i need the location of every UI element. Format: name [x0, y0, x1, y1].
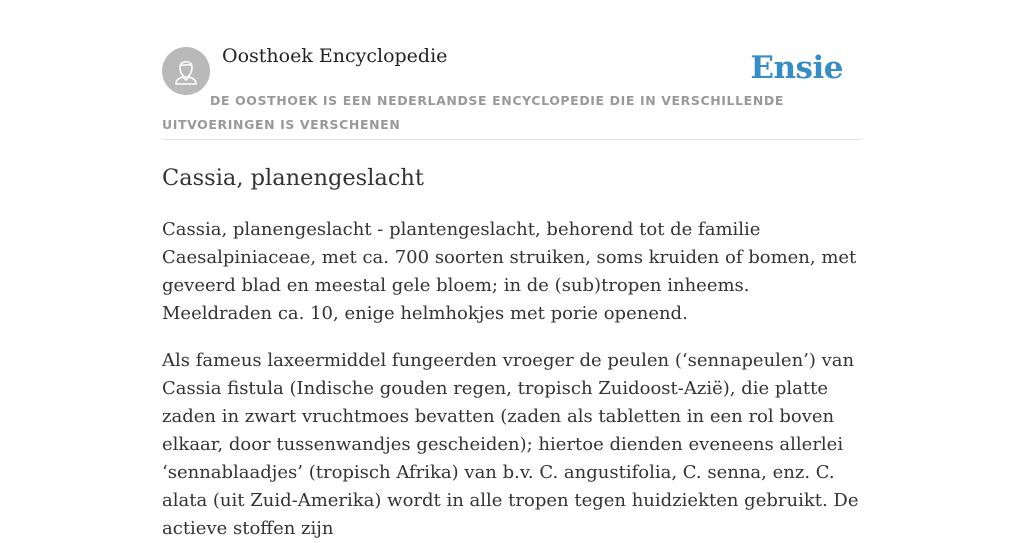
- site-header: [162, 0, 862, 140]
- page-title: Cassia, planengeslacht: [162, 165, 424, 191]
- article: [162, 160, 864, 543]
- article-paragraph: Cassia, planengeslacht - plantengeslacht, behorend tot de familie Caesalpiniaceae, met ca. 700 soorten struiken, soms kruiden of bomen, met geveerd blad en meestal gele bloem; in de (sub)tropen inheems. Meeldraden ca. 10, enige helmhokjes met porie openend.: [162, 219, 857, 324]
- site-tagline: DE OOSTHOEK IS EEN NEDERLANDSE ENCYCLOPEDIE DIE IN VERSCHILLENDE UITVOERINGEN IS VERSCHENEN: [162, 93, 784, 132]
- avatar[interactable]: [162, 47, 210, 95]
- user-icon: [162, 47, 210, 95]
- site-name[interactable]: Oosthoek Encyclopedie: [222, 45, 448, 67]
- brand-logo[interactable]: Ensie: [750, 50, 843, 86]
- article-paragraph: Als fameus laxeermiddel fungeerden vroeger de peulen (‘sennapeulen’) van Cassia fistula (Indische gouden regen, tropisch Zuidoost-Azië), die platte zaden in zwart vruchtmoes bevatten (zaden als tabletten in een rol boven elkaar, door tussenwandjes gescheiden); hiertoe dienden eveneens allerlei ‘sennablaadjes’ (tropisch Afrika) van b.v. C. angustifolia, C. senna, enz. C. alata (uit Zuid-Amerika) wordt in alle tropen tegen huidziekten gebruikt. De actieve stoffen zijn: [162, 350, 859, 539]
